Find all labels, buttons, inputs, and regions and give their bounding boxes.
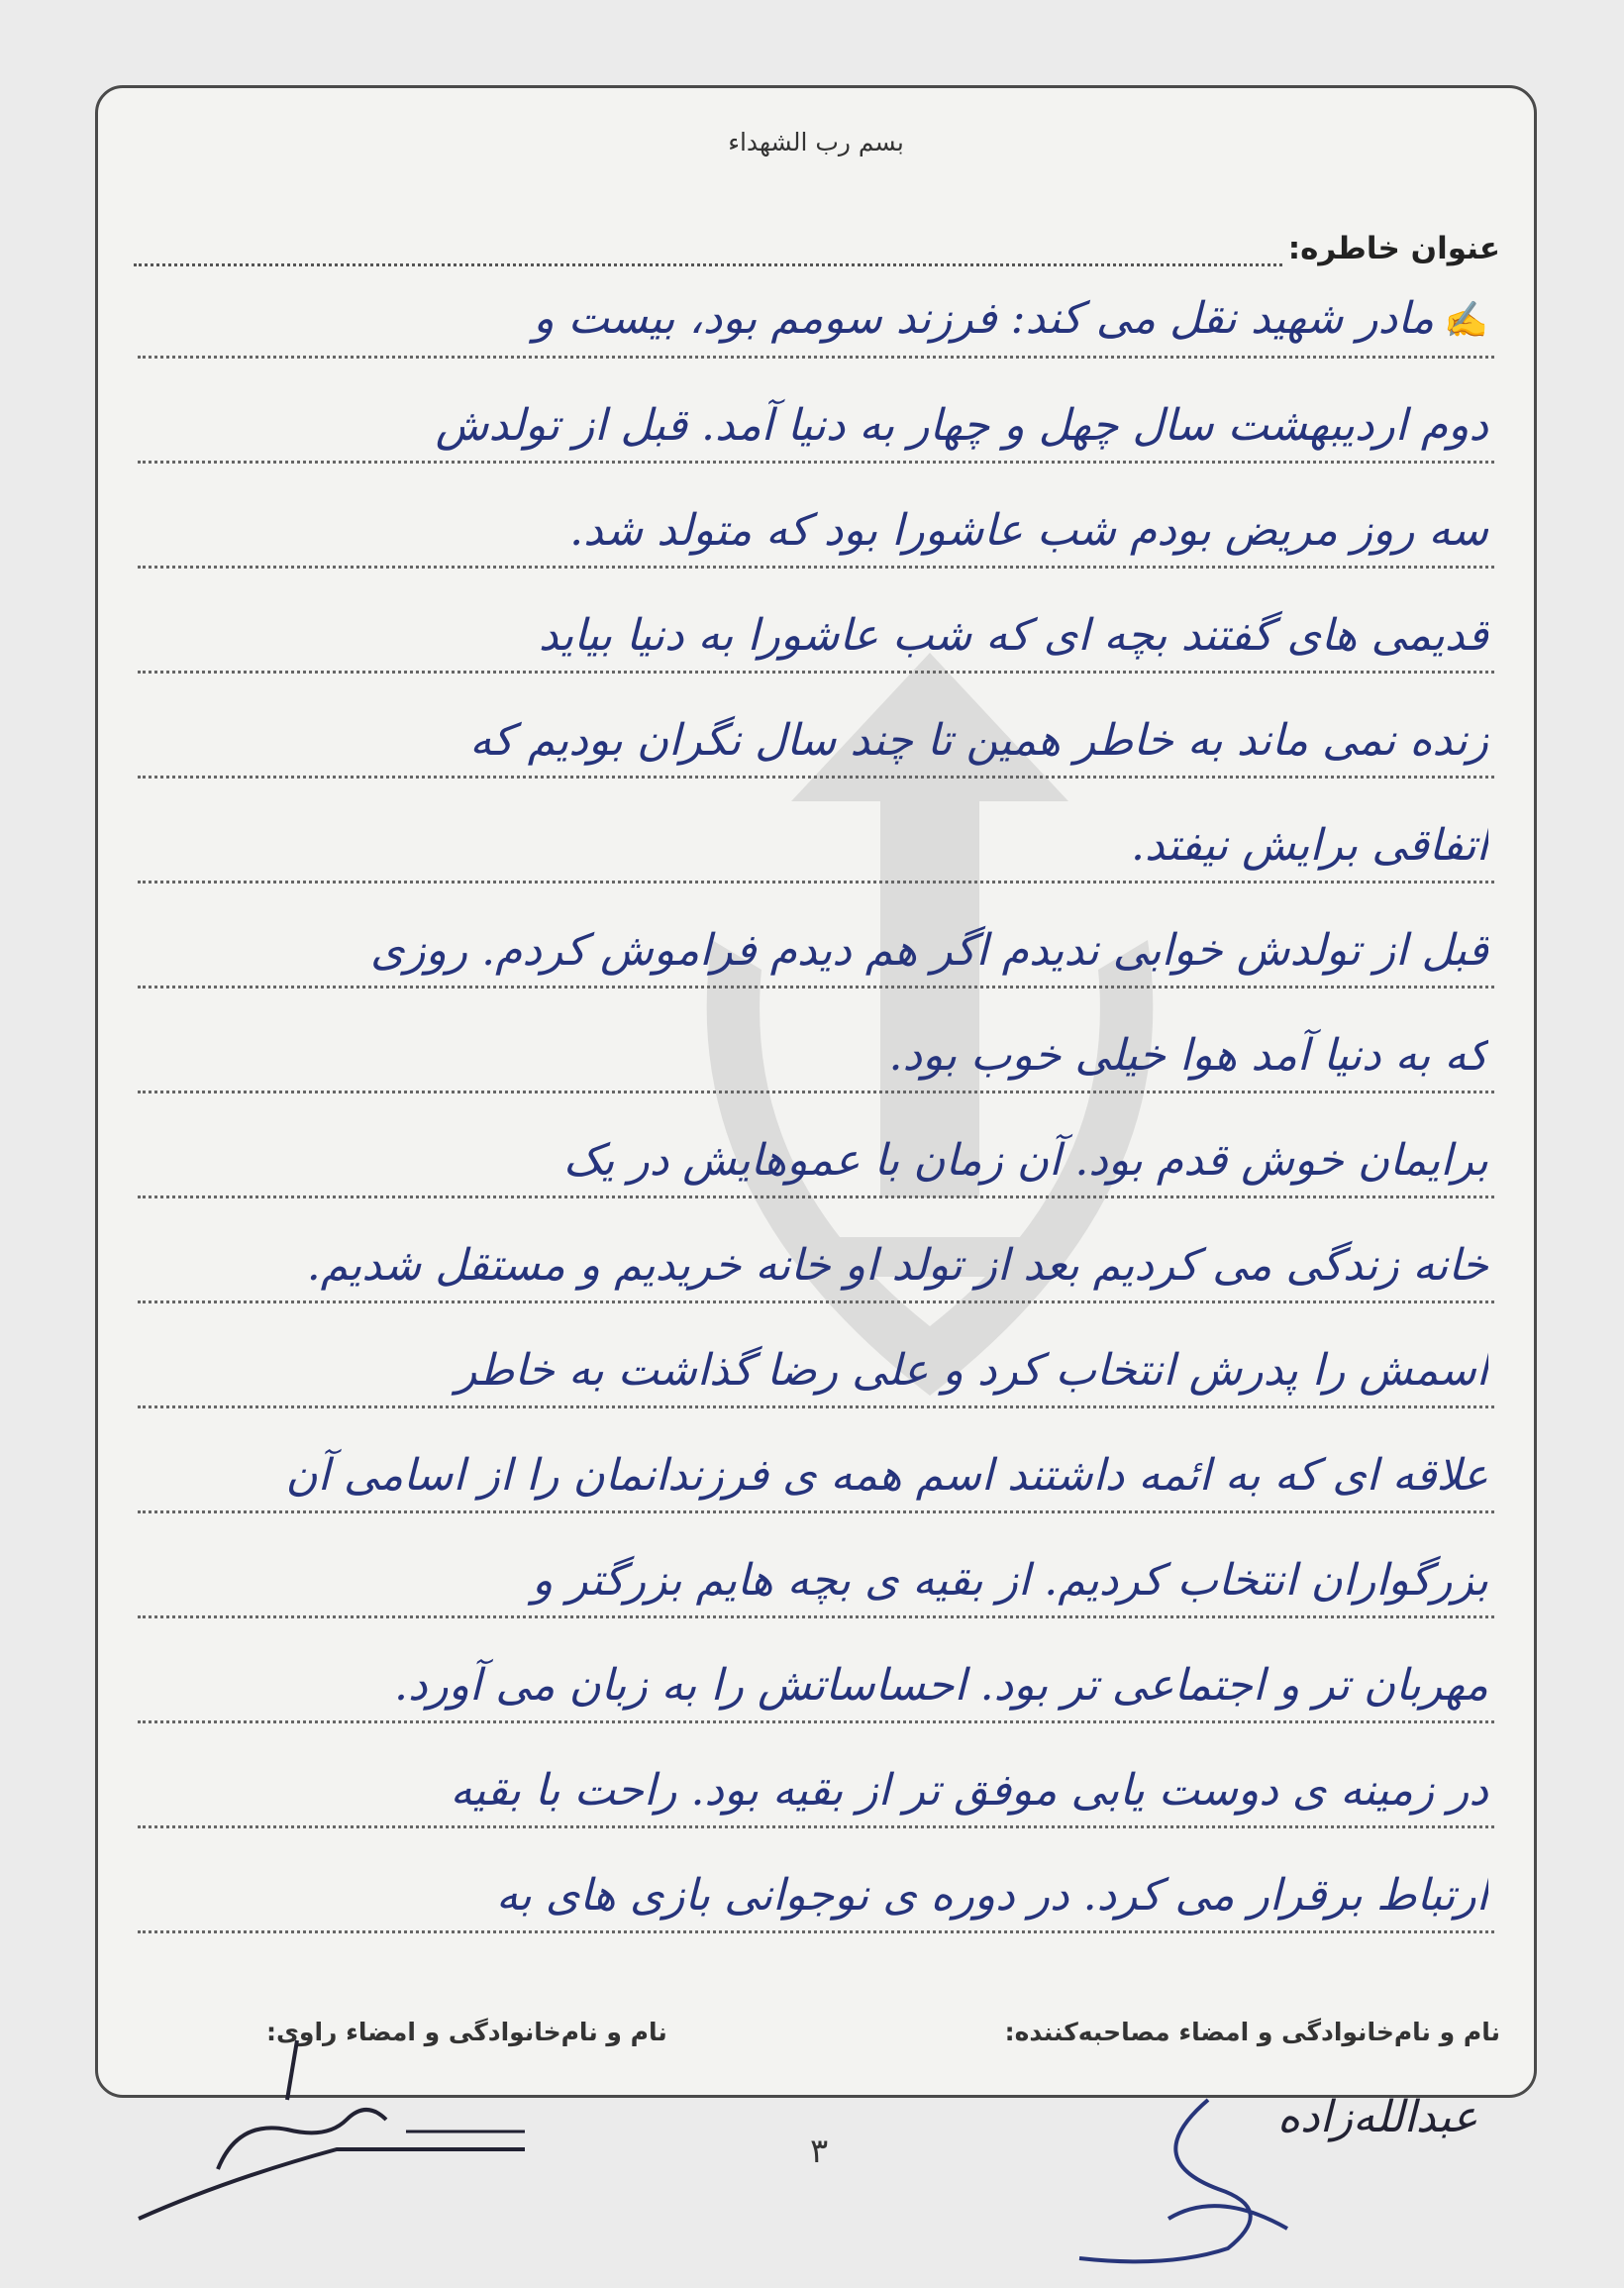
handwritten-line: قدیمی های گفتند بچه ای که شب عاشورا به دنیا بیاید <box>538 610 1488 661</box>
ruled-line <box>138 1536 1494 1618</box>
title-field-line <box>134 234 1282 266</box>
handwritten-line: بزرگواران انتخاب کردیم. از بقیه ی بچه هایم بزرگتر و <box>532 1555 1488 1606</box>
page-number: ۳ <box>810 2132 829 2171</box>
handwritten-line: که به دنیا آمد هوا خیلی خوب بود. <box>888 1030 1488 1081</box>
ruled-line <box>138 486 1494 569</box>
handwritten-line: مادر شهید نقل می کند: فرزند سومم بود، بیست و <box>533 292 1435 344</box>
pen-icon: ✍ <box>1444 300 1488 341</box>
handwritten-line: قبل از تولدش خوابی ندیدم اگر هم دیدم فراموش کردم. روزی <box>369 925 1488 976</box>
ruled-line <box>138 1851 1494 1933</box>
handwritten-line: دوم اردیبهشت سال چهل و چهار به دنیا آمد. قبل از تولدش <box>435 400 1488 451</box>
handwritten-line: برایمان خوش قدم بود. آن زمان با عموهایش در یک <box>562 1135 1488 1186</box>
form-header: بسم رب الشهداء <box>728 128 904 156</box>
narrator-signature <box>109 2021 584 2258</box>
ruled-line <box>138 1116 1494 1198</box>
ruled-line <box>138 1326 1494 1408</box>
handwritten-line: ارتباط برقرار می کرد. در دوره ی نوجوانی بازی های به <box>495 1870 1488 1921</box>
ruled-line <box>138 696 1494 779</box>
ruled-line <box>138 1011 1494 1093</box>
handwritten-line: در زمینه ی دوست یابی موفق تر از بقیه بود. راحت با بقیه <box>450 1765 1488 1816</box>
interviewer-signature-label: نام و نام‌خانوادگی و امضاء مصاحبه‌کننده: <box>1004 2018 1500 2046</box>
handwritten-line: علاقه ای که به ائمه داشتند اسم همه ی فرزندانمان را از اسامی آن <box>285 1450 1488 1501</box>
ruled-line <box>138 801 1494 884</box>
handwritten-line: مهربان تر و اجتماعی تر بود. احساساتش را به زبان می آورد. <box>393 1660 1488 1711</box>
narrator-signature-label: نام و نام‌خانوادگی و امضاء راوی: <box>266 2018 667 2046</box>
interviewer-signature-name: عبدالله‌زاده <box>1277 2092 1478 2142</box>
handwritten-line: زنده نمی ماند به خاطر همین تا چند سال نگران بودیم که <box>469 715 1488 766</box>
handwritten-line: خانه زندگی می کردیم بعد از تولد او خانه خریدیم و مستقل شدیم. <box>306 1240 1488 1291</box>
ruled-line <box>138 276 1494 359</box>
ruled-line <box>138 1431 1494 1513</box>
title-label: عنوان خاطره: <box>1287 231 1500 266</box>
ruled-line <box>138 381 1494 464</box>
ruled-line <box>138 591 1494 674</box>
ruled-line <box>138 1221 1494 1303</box>
ruled-line <box>138 1641 1494 1723</box>
ruled-line <box>138 1746 1494 1828</box>
handwritten-line: اسمش را پدرش انتخاب کرد و علی رضا گذاشت به خاطر <box>456 1345 1488 1396</box>
handwritten-line: اتفاقی برایش نیفتد. <box>1130 820 1488 871</box>
handwritten-line: سه روز مریض بودم شب عاشورا بود که متولد شد. <box>569 505 1488 556</box>
ruled-line <box>138 906 1494 988</box>
title-row <box>134 227 1500 266</box>
page-frame <box>95 85 1537 2098</box>
